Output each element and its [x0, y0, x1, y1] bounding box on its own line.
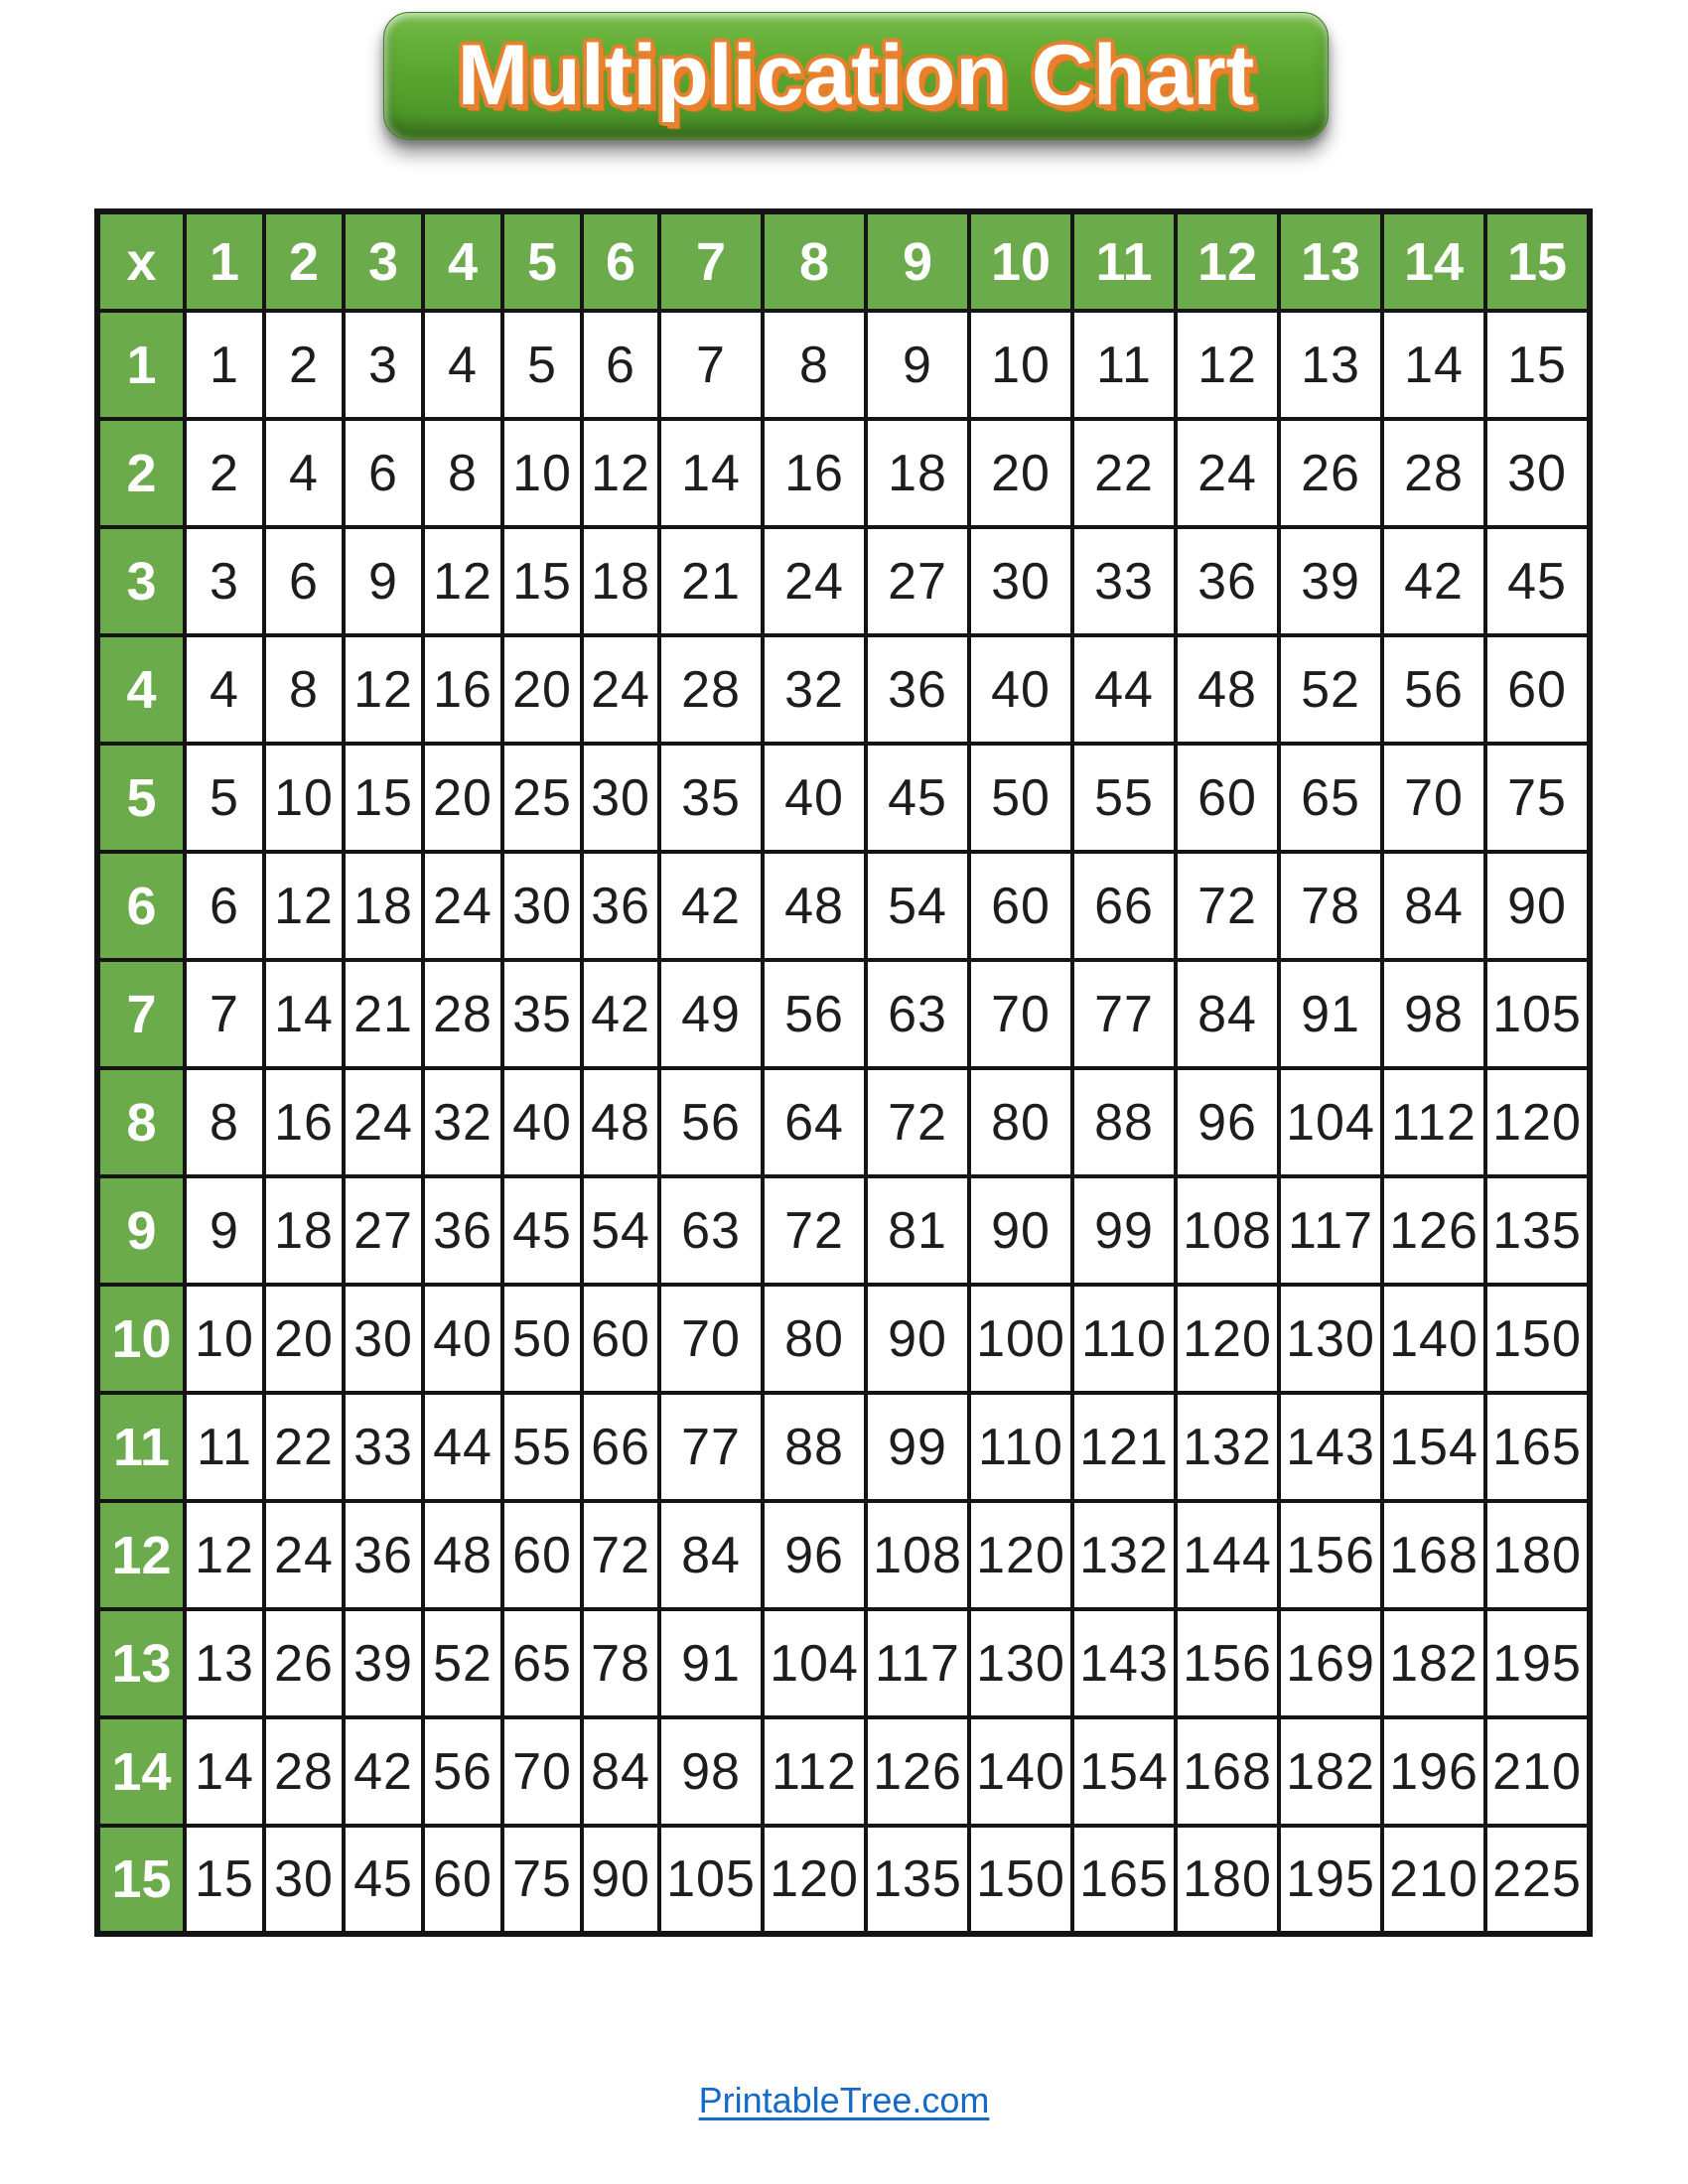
product-cell: 77: [1072, 960, 1176, 1068]
product-cell: 30: [264, 1826, 344, 1934]
product-cell: 9: [344, 527, 423, 635]
product-cell: 48: [423, 1501, 502, 1609]
product-cell: 143: [1072, 1609, 1176, 1717]
product-cell: 154: [1072, 1717, 1176, 1826]
product-cell: 42: [344, 1717, 423, 1826]
product-cell: 7: [659, 311, 763, 419]
row-header-cell: 1: [97, 311, 185, 419]
row-header-cell: 4: [97, 635, 185, 744]
column-header-cell: 7: [659, 211, 763, 311]
product-cell: 105: [1485, 960, 1590, 1068]
product-cell: 14: [264, 960, 344, 1068]
product-cell: 78: [582, 1609, 659, 1717]
product-cell: 84: [1382, 852, 1485, 960]
product-cell: 98: [1382, 960, 1485, 1068]
product-cell: 16: [763, 419, 866, 527]
product-cell: 48: [1176, 635, 1279, 744]
product-cell: 154: [1382, 1393, 1485, 1501]
table-row: [97, 311, 1590, 419]
product-cell: 132: [1176, 1393, 1279, 1501]
product-cell: 108: [1176, 1176, 1279, 1285]
product-cell: 195: [1485, 1609, 1590, 1717]
product-cell: 30: [1485, 419, 1590, 527]
product-cell: 144: [1176, 1501, 1279, 1609]
product-cell: 12: [1176, 311, 1279, 419]
product-cell: 108: [866, 1501, 969, 1609]
product-cell: 14: [1382, 311, 1485, 419]
product-cell: 90: [866, 1285, 969, 1393]
product-cell: 105: [659, 1826, 763, 1934]
product-cell: 65: [502, 1609, 582, 1717]
product-cell: 156: [1279, 1501, 1382, 1609]
product-cell: 45: [866, 744, 969, 852]
column-header-cell: 10: [969, 211, 1072, 311]
product-cell: 2: [264, 311, 344, 419]
product-cell: 4: [264, 419, 344, 527]
product-cell: 96: [763, 1501, 866, 1609]
product-cell: 16: [264, 1068, 344, 1176]
product-cell: 195: [1279, 1826, 1382, 1934]
column-header-cell: 3: [344, 211, 423, 311]
table-row: [97, 635, 1590, 744]
page-title: Multiplication Chart: [457, 28, 1255, 123]
product-cell: 98: [659, 1717, 763, 1826]
product-cell: 21: [659, 527, 763, 635]
product-cell: 135: [866, 1826, 969, 1934]
product-cell: 210: [1382, 1826, 1485, 1934]
row-header-cell: 9: [97, 1176, 185, 1285]
product-cell: 70: [969, 960, 1072, 1068]
product-cell: 165: [1072, 1826, 1176, 1934]
product-cell: 121: [1072, 1393, 1176, 1501]
product-cell: 112: [763, 1717, 866, 1826]
column-header-cell: 1: [185, 211, 264, 311]
product-cell: 72: [582, 1501, 659, 1609]
product-cell: 120: [1485, 1068, 1590, 1176]
product-cell: 70: [502, 1717, 582, 1826]
product-cell: 22: [264, 1393, 344, 1501]
product-cell: 12: [582, 419, 659, 527]
product-cell: 84: [1176, 960, 1279, 1068]
product-cell: 26: [264, 1609, 344, 1717]
product-cell: 15: [185, 1826, 264, 1934]
product-cell: 56: [423, 1717, 502, 1826]
product-cell: 36: [344, 1501, 423, 1609]
product-cell: 56: [659, 1068, 763, 1176]
column-header-cell: 15: [1485, 211, 1590, 311]
footer: [0, 2080, 1688, 2121]
product-cell: 18: [866, 419, 969, 527]
product-cell: 24: [763, 527, 866, 635]
product-cell: 60: [969, 852, 1072, 960]
column-header-cell: 2: [264, 211, 344, 311]
product-cell: 90: [1485, 852, 1590, 960]
product-cell: 18: [582, 527, 659, 635]
column-header-cell: 12: [1176, 211, 1279, 311]
product-cell: 91: [659, 1609, 763, 1717]
product-cell: 210: [1485, 1717, 1590, 1826]
product-cell: 24: [1176, 419, 1279, 527]
product-cell: 60: [423, 1826, 502, 1934]
product-cell: 36: [423, 1176, 502, 1285]
product-cell: 50: [502, 1285, 582, 1393]
product-cell: 42: [582, 960, 659, 1068]
product-cell: 66: [582, 1393, 659, 1501]
product-cell: 104: [763, 1609, 866, 1717]
column-header-cell: 9: [866, 211, 969, 311]
product-cell: 6: [185, 852, 264, 960]
product-cell: 28: [264, 1717, 344, 1826]
product-cell: 28: [423, 960, 502, 1068]
product-cell: 8: [423, 419, 502, 527]
header-row: [97, 211, 1590, 311]
product-cell: 80: [763, 1285, 866, 1393]
row-header-cell: 14: [97, 1717, 185, 1826]
product-cell: 99: [1072, 1176, 1176, 1285]
product-cell: 225: [1485, 1826, 1590, 1934]
product-cell: 56: [763, 960, 866, 1068]
product-cell: 12: [264, 852, 344, 960]
product-cell: 48: [582, 1068, 659, 1176]
column-header-cell: 13: [1279, 211, 1382, 311]
product-cell: 30: [969, 527, 1072, 635]
product-cell: 20: [423, 744, 502, 852]
product-cell: 165: [1485, 1393, 1590, 1501]
product-cell: 112: [1382, 1068, 1485, 1176]
product-cell: 42: [1382, 527, 1485, 635]
product-cell: 24: [423, 852, 502, 960]
product-cell: 120: [763, 1826, 866, 1934]
product-cell: 84: [659, 1501, 763, 1609]
product-cell: 75: [502, 1826, 582, 1934]
table-row: [97, 419, 1590, 527]
table-row: [97, 744, 1590, 852]
product-cell: 60: [1485, 635, 1590, 744]
product-cell: 110: [969, 1393, 1072, 1501]
product-cell: 18: [264, 1176, 344, 1285]
product-cell: 4: [185, 635, 264, 744]
product-cell: 21: [344, 960, 423, 1068]
product-cell: 90: [969, 1176, 1072, 1285]
product-cell: 13: [1279, 311, 1382, 419]
product-cell: 25: [502, 744, 582, 852]
product-cell: 6: [264, 527, 344, 635]
product-cell: 182: [1279, 1717, 1382, 1826]
product-cell: 169: [1279, 1609, 1382, 1717]
product-cell: 54: [866, 852, 969, 960]
product-cell: 63: [866, 960, 969, 1068]
row-header-cell: 13: [97, 1609, 185, 1717]
product-cell: 168: [1176, 1717, 1279, 1826]
table-row: [97, 1609, 1590, 1717]
corner-header-cell: x: [97, 211, 185, 311]
product-cell: 44: [1072, 635, 1176, 744]
product-cell: 12: [344, 635, 423, 744]
product-cell: 60: [502, 1501, 582, 1609]
table-row: [97, 1393, 1590, 1501]
product-cell: 65: [1279, 744, 1382, 852]
product-cell: 10: [264, 744, 344, 852]
row-header-cell: 7: [97, 960, 185, 1068]
product-cell: 20: [502, 635, 582, 744]
column-header-cell: 11: [1072, 211, 1176, 311]
product-cell: 15: [344, 744, 423, 852]
product-cell: 156: [1176, 1609, 1279, 1717]
column-header-cell: 6: [582, 211, 659, 311]
product-cell: 66: [1072, 852, 1176, 960]
product-cell: 3: [344, 311, 423, 419]
table-row: [97, 1176, 1590, 1285]
row-header-cell: 10: [97, 1285, 185, 1393]
column-header-cell: 8: [763, 211, 866, 311]
product-cell: 72: [763, 1176, 866, 1285]
product-cell: 88: [1072, 1068, 1176, 1176]
product-cell: 6: [582, 311, 659, 419]
product-cell: 10: [502, 419, 582, 527]
product-cell: 63: [659, 1176, 763, 1285]
product-cell: 120: [1176, 1285, 1279, 1393]
product-cell: 6: [344, 419, 423, 527]
product-cell: 96: [1176, 1068, 1279, 1176]
product-cell: 120: [969, 1501, 1072, 1609]
product-cell: 36: [866, 635, 969, 744]
footer-link[interactable]: PrintableTree.com: [698, 2080, 990, 2120]
product-cell: 5: [502, 311, 582, 419]
product-cell: 50: [969, 744, 1072, 852]
row-header-cell: 12: [97, 1501, 185, 1609]
product-cell: 180: [1485, 1501, 1590, 1609]
product-cell: 10: [969, 311, 1072, 419]
product-cell: 168: [1382, 1501, 1485, 1609]
product-cell: 91: [1279, 960, 1382, 1068]
product-cell: 33: [344, 1393, 423, 1501]
product-cell: 20: [969, 419, 1072, 527]
product-cell: 55: [1072, 744, 1176, 852]
row-header-cell: 8: [97, 1068, 185, 1176]
product-cell: 24: [264, 1501, 344, 1609]
product-cell: 36: [582, 852, 659, 960]
product-cell: 126: [866, 1717, 969, 1826]
product-cell: 40: [502, 1068, 582, 1176]
product-cell: 70: [659, 1285, 763, 1393]
product-cell: 20: [264, 1285, 344, 1393]
product-cell: 33: [1072, 527, 1176, 635]
product-cell: 15: [1485, 311, 1590, 419]
product-cell: 35: [502, 960, 582, 1068]
product-cell: 52: [423, 1609, 502, 1717]
product-cell: 2: [185, 419, 264, 527]
product-cell: 182: [1382, 1609, 1485, 1717]
product-cell: 27: [866, 527, 969, 635]
product-cell: 28: [659, 635, 763, 744]
product-cell: 9: [185, 1176, 264, 1285]
product-cell: 3: [185, 527, 264, 635]
product-cell: 117: [866, 1609, 969, 1717]
product-cell: 13: [185, 1609, 264, 1717]
product-cell: 30: [502, 852, 582, 960]
product-cell: 72: [866, 1068, 969, 1176]
product-cell: 99: [866, 1393, 969, 1501]
product-cell: 12: [423, 527, 502, 635]
table-row: [97, 527, 1590, 635]
product-cell: 14: [185, 1717, 264, 1826]
product-cell: 104: [1279, 1068, 1382, 1176]
product-cell: 55: [502, 1393, 582, 1501]
product-cell: 32: [423, 1068, 502, 1176]
product-cell: 49: [659, 960, 763, 1068]
product-cell: 88: [763, 1393, 866, 1501]
product-cell: 24: [344, 1068, 423, 1176]
product-cell: 72: [1176, 852, 1279, 960]
product-cell: 60: [1176, 744, 1279, 852]
product-cell: 60: [582, 1285, 659, 1393]
row-header-cell: 6: [97, 852, 185, 960]
product-cell: 70: [1382, 744, 1485, 852]
product-cell: 8: [185, 1068, 264, 1176]
product-cell: 150: [969, 1826, 1072, 1934]
product-cell: 39: [1279, 527, 1382, 635]
product-cell: 40: [763, 744, 866, 852]
product-cell: 42: [659, 852, 763, 960]
row-header-cell: 3: [97, 527, 185, 635]
product-cell: 196: [1382, 1717, 1485, 1826]
product-cell: 45: [1485, 527, 1590, 635]
product-cell: 22: [1072, 419, 1176, 527]
product-cell: 117: [1279, 1176, 1382, 1285]
table-row: [97, 1501, 1590, 1609]
row-header-cell: 11: [97, 1393, 185, 1501]
product-cell: 27: [344, 1176, 423, 1285]
product-cell: 35: [659, 744, 763, 852]
column-header-cell: 14: [1382, 211, 1485, 311]
product-cell: 11: [1072, 311, 1176, 419]
product-cell: 90: [582, 1826, 659, 1934]
product-cell: 24: [582, 635, 659, 744]
product-cell: 130: [969, 1609, 1072, 1717]
row-header-cell: 2: [97, 419, 185, 527]
table-row: [97, 852, 1590, 960]
product-cell: 28: [1382, 419, 1485, 527]
product-cell: 75: [1485, 744, 1590, 852]
product-cell: 26: [1279, 419, 1382, 527]
table-row: [97, 1826, 1590, 1934]
product-cell: 12: [185, 1501, 264, 1609]
table-row: [97, 1717, 1590, 1826]
product-cell: 100: [969, 1285, 1072, 1393]
product-cell: 84: [582, 1717, 659, 1826]
product-cell: 4: [423, 311, 502, 419]
product-cell: 45: [344, 1826, 423, 1934]
product-cell: 110: [1072, 1285, 1176, 1393]
product-cell: 16: [423, 635, 502, 744]
product-cell: 39: [344, 1609, 423, 1717]
product-cell: 135: [1485, 1176, 1590, 1285]
product-cell: 1: [185, 311, 264, 419]
table-row: [97, 1068, 1590, 1176]
product-cell: 150: [1485, 1285, 1590, 1393]
product-cell: 140: [969, 1717, 1072, 1826]
product-cell: 130: [1279, 1285, 1382, 1393]
row-header-cell: 5: [97, 744, 185, 852]
multiplication-table: [94, 208, 1593, 1937]
product-cell: 143: [1279, 1393, 1382, 1501]
product-cell: 56: [1382, 635, 1485, 744]
product-cell: 126: [1382, 1176, 1485, 1285]
product-cell: 10: [185, 1285, 264, 1393]
product-cell: 80: [969, 1068, 1072, 1176]
product-cell: 40: [423, 1285, 502, 1393]
product-cell: 5: [185, 744, 264, 852]
product-cell: 64: [763, 1068, 866, 1176]
product-cell: 14: [659, 419, 763, 527]
product-cell: 78: [1279, 852, 1382, 960]
product-cell: 180: [1176, 1826, 1279, 1934]
product-cell: 40: [969, 635, 1072, 744]
product-cell: 45: [502, 1176, 582, 1285]
product-cell: 8: [763, 311, 866, 419]
product-cell: 9: [866, 311, 969, 419]
title-banner: [383, 12, 1329, 140]
product-cell: 30: [582, 744, 659, 852]
product-cell: 54: [582, 1176, 659, 1285]
product-cell: 44: [423, 1393, 502, 1501]
column-header-cell: 4: [423, 211, 502, 311]
product-cell: 15: [502, 527, 582, 635]
product-cell: 30: [344, 1285, 423, 1393]
product-cell: 11: [185, 1393, 264, 1501]
product-cell: 140: [1382, 1285, 1485, 1393]
product-cell: 48: [763, 852, 866, 960]
product-cell: 81: [866, 1176, 969, 1285]
column-header-cell: 5: [502, 211, 582, 311]
product-cell: 52: [1279, 635, 1382, 744]
product-cell: 7: [185, 960, 264, 1068]
table-row: [97, 960, 1590, 1068]
product-cell: 18: [344, 852, 423, 960]
product-cell: 132: [1072, 1501, 1176, 1609]
product-cell: 32: [763, 635, 866, 744]
product-cell: 8: [264, 635, 344, 744]
row-header-cell: 15: [97, 1826, 185, 1934]
product-cell: 36: [1176, 527, 1279, 635]
product-cell: 77: [659, 1393, 763, 1501]
table-row: [97, 1285, 1590, 1393]
